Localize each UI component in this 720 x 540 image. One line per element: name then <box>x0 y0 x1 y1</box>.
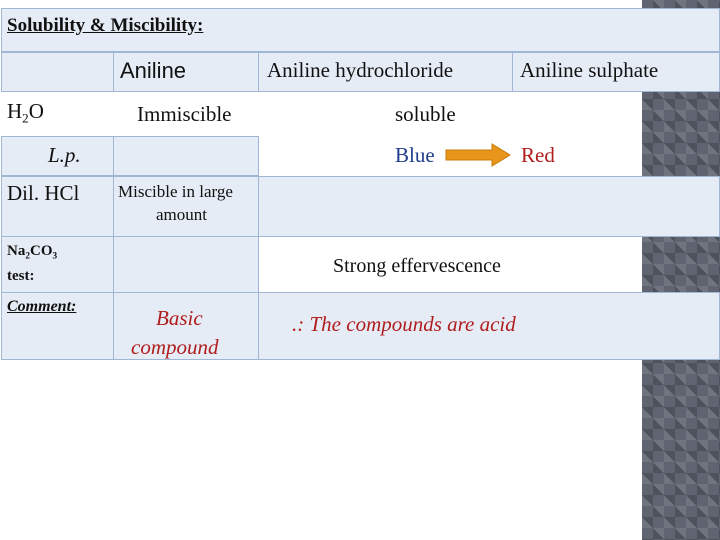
column-header-sulphate: Aniline sulphate <box>520 58 659 82</box>
comment-aniline-line1: Basic <box>156 306 203 330</box>
lp-from-color: Blue <box>395 143 435 167</box>
carbonate-label-na: Na <box>7 243 26 259</box>
hcl-aniline-line1: Miscible in large <box>118 182 233 201</box>
water-salts-value: soluble <box>395 102 456 126</box>
carbonate-result: Strong effervescence <box>333 255 501 277</box>
row-label-hcl: Dil. HCl <box>7 181 80 205</box>
carbonate-label-test: test: <box>7 268 35 284</box>
lp-aniline-cell <box>113 136 259 176</box>
column-header-aniline: Aniline <box>120 58 187 83</box>
row-label-lp: L.p. <box>48 143 81 167</box>
comment-salts-value: .: The compounds are acid <box>292 312 516 336</box>
row-label-water <box>7 99 44 124</box>
water-aniline-value: Immiscible <box>137 102 232 126</box>
row-label-comment: Comment: <box>7 298 77 315</box>
water-label-o: O <box>28 99 44 123</box>
page-title: Solubility & Miscibility: <box>7 15 204 36</box>
carbonate-label-co: CO <box>30 243 53 259</box>
water-label-sub: 2 <box>22 110 29 126</box>
comment-aniline-line2: compound <box>131 335 219 359</box>
water-label-h: H <box>7 99 23 123</box>
row-label-carbonate <box>7 243 57 260</box>
lp-to-color: Red <box>521 143 555 167</box>
carbonate-label-sub3: 3 <box>52 251 58 262</box>
right-arrow-icon <box>444 143 512 167</box>
column-header-hydrochloride: Aniline hydrochloride <box>267 58 454 82</box>
carbonate-label-sub2: 2 <box>25 251 30 262</box>
hcl-salts-cell <box>258 176 720 237</box>
header-label-cell <box>1 52 114 92</box>
carbonate-aniline-cell <box>113 236 259 293</box>
hcl-aniline-line2: amount <box>156 205 207 224</box>
